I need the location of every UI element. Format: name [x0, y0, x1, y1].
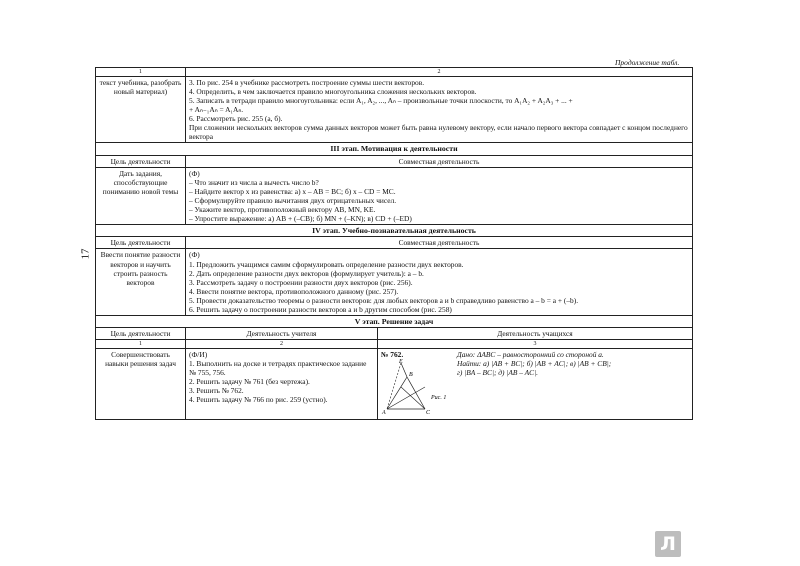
- stage5-student-content: [378, 349, 693, 420]
- find-line-2: г) |BA – BC|; д) |AB – AC|.: [457, 368, 538, 378]
- stage5-col-teacher: Деятельность учителя: [186, 328, 378, 340]
- lesson-plan-table: [95, 67, 693, 420]
- continuation-note: Продолжение табл.: [615, 58, 680, 67]
- stage3-col-goal: Цель деятельности: [96, 155, 186, 167]
- text-line: – Сформулируйте правило вычитания двух отрицательных чисел.: [189, 195, 397, 205]
- text-line: 1. Предложить учащимся самим сформулировать определение разности двух векторов.: [189, 259, 464, 269]
- table-row: [96, 349, 693, 420]
- col-number-2: 2: [186, 340, 378, 349]
- text-line: 5. Записать в тетради правило многоугольника: если A₁, A₂, ..., Aₙ – произвольные точки плоскости, то A₁A₂ + A₂A₃ + ... +: [189, 96, 573, 106]
- text-line: 1. Выполнить на доске и тетрадях практическое задание № 755, 756.: [189, 359, 367, 378]
- text-line: 5. Провести доказательство теоремы о разности векторов: для любых векторов a и b справедливо равенство a – b = a + (–b).: [189, 295, 579, 305]
- watermark-logo: Л: [655, 531, 681, 557]
- text-line: 6. Рассмотреть рис. 255 (а, б).: [189, 114, 283, 124]
- table-row: [96, 167, 693, 224]
- stage-header-row: [96, 143, 693, 156]
- stage5-title: V этап. Решение задач: [96, 315, 693, 328]
- text-line: + Aₙ₋₁Aₙ = A₁Aₙ.: [189, 105, 244, 115]
- text-line: 2. Дать определение разности двух векторов (формулирует учитель): a – b.: [189, 268, 424, 278]
- task-label: № 762.: [381, 350, 404, 360]
- text-line: – Упростите выражение: а) AB + (–CB); б) MN + (–KN); в) CD + (–ED): [189, 213, 412, 223]
- stage5-col-students: Деятельность учащихся: [378, 328, 693, 340]
- text-line: (Ф): [189, 250, 200, 260]
- stage3-goal: Дать задания, способствующие пониманию новой темы: [96, 167, 186, 224]
- triangle-figure: [381, 350, 453, 418]
- stage5-goal: Совершенствовать навыки решения задач: [96, 349, 186, 420]
- column-header-row: [96, 328, 693, 340]
- label-e: E: [399, 359, 403, 366]
- table-row: [96, 249, 693, 315]
- figure-caption: Рис. 1: [431, 395, 447, 402]
- text-line: 4. Решить задачу № 766 по рис. 259 (устно).: [189, 395, 328, 405]
- text-line: 3. Решить № 762.: [189, 386, 244, 396]
- column-number-row: [96, 340, 693, 349]
- label-b: B: [409, 372, 413, 379]
- text-line: 6. Решить задачу о построении разности векторов a и b другим способом (рис. 258): [189, 304, 452, 314]
- find-line: Найти: а) |AB + BC|; б) |AB + AC|; в) |AB + CB|;: [457, 359, 612, 369]
- text-line: 3. По рис. 254 в учебнике рассмотреть построение суммы шести векторов.: [189, 78, 425, 87]
- col-number-1: 1: [96, 68, 186, 77]
- label-c: C: [426, 410, 431, 416]
- column-header-row: [96, 155, 693, 167]
- text-line: 2. Решить задачу № 761 (без чертежа).: [189, 377, 310, 387]
- task-text: [457, 350, 689, 377]
- row1-content: [186, 77, 693, 143]
- row1-goal: текст учебника, разобрать новый материал): [96, 77, 186, 143]
- text-line: – Укажите вектор, противоположный вектору AB, MN, KE.: [189, 204, 376, 214]
- col-number-2: 2: [186, 68, 693, 77]
- text-line: (Ф/И): [189, 350, 208, 360]
- column-header-row: [96, 237, 693, 249]
- text-line: – Что значит из числа a вычесть число b?: [189, 177, 319, 187]
- stage4-content: [186, 249, 693, 315]
- text-line: 4. Определить, в чем заключается правило многоугольника сложения нескольких векторов.: [189, 87, 477, 97]
- page-number: 17: [79, 248, 92, 260]
- triangle-diagram: [381, 359, 451, 415]
- stage4-col-joint: Совместная деятельность: [186, 237, 693, 249]
- text-line: – Найдите вектор x из равенства: а) x – AB = BC; б) x – CD = MC.: [189, 186, 396, 196]
- column-number-row: [96, 68, 693, 77]
- stage3-col-joint: Совместная деятельность: [186, 155, 693, 167]
- stage4-goal: Ввести понятие разности векторов и научить строить разность векторов: [96, 249, 186, 315]
- given-line: Дано: ΔABC – равносторонний со стороной a.: [457, 350, 604, 360]
- stage-header-row: [96, 224, 693, 237]
- stage4-col-goal: Цель деятельности: [96, 237, 186, 249]
- text-line: 4. Ввести понятие вектора, противоположного данному (рис. 257).: [189, 286, 399, 296]
- stage5-col-goal: Цель деятельности: [96, 328, 186, 340]
- col-number-3: 3: [378, 340, 693, 349]
- stage5-teacher-content: [186, 349, 378, 420]
- stage-header-row: [96, 315, 693, 328]
- col-number-1: 1: [96, 340, 186, 349]
- text-line: 3. Рассмотреть задачу о построении разности двух векторов (рис. 256).: [189, 277, 413, 287]
- stage3-content: [186, 167, 693, 224]
- label-a: A: [382, 410, 386, 416]
- table-row: [96, 77, 693, 143]
- text-line: (Ф): [189, 168, 200, 178]
- text-line: При сложении нескольких векторов сумма данных векторов может быть равна нулевому вектору, если начало первого вектора совпадает с концом последнего вектора: [189, 123, 688, 142]
- stage4-title: IV этап. Учебно-познавательная деятельность: [96, 224, 693, 237]
- stage3-title: III этап. Мотивация к деятельности: [96, 143, 693, 156]
